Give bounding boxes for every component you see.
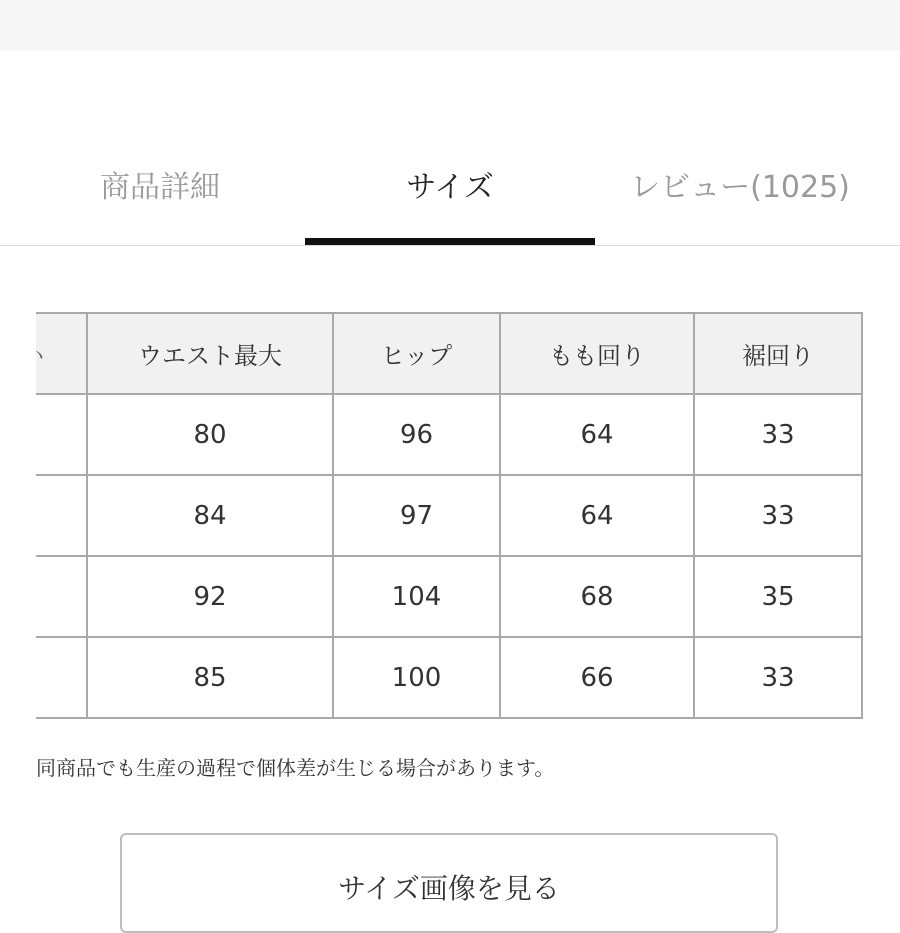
header-hip: ヒップ — [333, 313, 500, 394]
table-cell: 68 — [500, 556, 694, 637]
header-hem: 裾回り — [694, 313, 862, 394]
table-cell: 85 — [87, 637, 333, 718]
size-table — [29, 312, 863, 719]
table-cell: 84 — [87, 475, 333, 556]
tab-product-details[interactable]: 商品詳細 — [100, 170, 220, 205]
top-bar — [0, 0, 900, 50]
table-cell: 66 — [500, 637, 694, 718]
header-waist-max: ウエスト最大 — [87, 313, 333, 394]
table-cell-cut — [36, 556, 87, 637]
table-cell: 64 — [500, 475, 694, 556]
table-cell-cut — [36, 475, 87, 556]
table-cell: 92 — [87, 556, 333, 637]
size-variance-note: 同商品でも生産の過程で個体差が生じる場合があります。 — [36, 756, 555, 780]
table-cell: 97 — [333, 475, 500, 556]
table-cell: 33 — [694, 394, 862, 475]
table-cell: 64 — [500, 394, 694, 475]
table-row — [36, 556, 862, 637]
table-cell: 104 — [333, 556, 500, 637]
table-row — [36, 394, 862, 475]
table-cell: 96 — [333, 394, 500, 475]
cut-header-text: ヽ — [29, 343, 49, 367]
table-cell: 33 — [694, 637, 862, 718]
table-header-row — [36, 313, 862, 394]
table-cell-cut — [36, 637, 87, 718]
table-cell-cut — [36, 394, 87, 475]
table-row — [36, 475, 862, 556]
size-table-container — [29, 312, 866, 727]
table-cell: 100 — [333, 637, 500, 718]
tab-bar — [0, 150, 900, 246]
tab-size[interactable]: サイズ — [406, 170, 494, 205]
table-cell: 35 — [694, 556, 862, 637]
tab-reviews[interactable]: レビュー(1025) — [630, 170, 850, 205]
view-size-image-button[interactable]: サイズ画像を見る — [120, 833, 778, 933]
table-header-cell-cut — [29, 313, 87, 394]
header-thigh: もも回り — [500, 313, 694, 394]
active-tab-indicator — [305, 238, 595, 245]
table-cell: 33 — [694, 475, 862, 556]
table-cell: 80 — [87, 394, 333, 475]
table-row — [36, 637, 862, 718]
